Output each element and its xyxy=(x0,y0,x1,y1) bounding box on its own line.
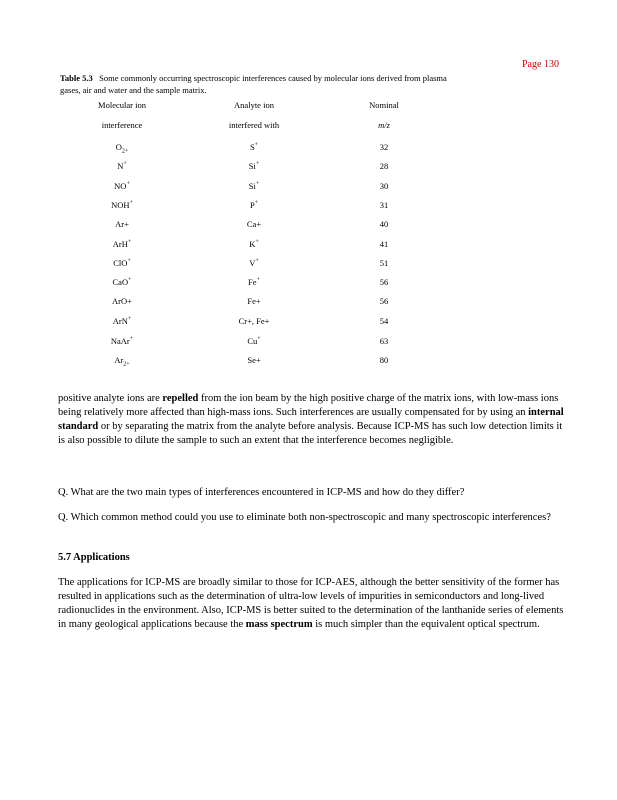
analyte-ion-cell: Cr+, Fe+ xyxy=(238,316,270,326)
molecular-ion-cell: NOH+ xyxy=(111,200,133,210)
term-mass-spectrum: mass spectrum xyxy=(245,619,313,630)
header-molecular-ion: Molecular ion xyxy=(98,100,146,110)
question-2: Q. Which common method could you use to eliminate both non-spectroscopic and many spectroscopic interferences? xyxy=(58,512,551,523)
mz-cell: 63 xyxy=(379,336,389,346)
molecular-ion-cell: $Ar_{2+}$ xyxy=(114,355,130,368)
analyte-ion-cell: Cu+ xyxy=(247,336,261,346)
mz-cell: 41 xyxy=(379,239,389,249)
molecular-ion-cell: NaAr+ xyxy=(110,336,134,346)
header-mz: m/z xyxy=(378,120,390,130)
mz-cell: 28 xyxy=(379,161,389,171)
table-caption xyxy=(60,72,460,96)
table-caption-text: Some commonly occurring spectroscopic interferences caused by molecular ions derived from plasma gases, air and water and the sample matrix. xyxy=(60,73,447,95)
table-caption-label: Table 5.3 xyxy=(60,73,93,83)
paragraph-applications xyxy=(58,576,566,632)
section-heading: 5.7 Applications xyxy=(58,552,130,563)
analyte-ion-cell: K+ xyxy=(249,239,259,249)
molecular-ion-cell: ArH+ xyxy=(112,239,132,249)
paragraph-text: from the ion beam by the high positive charge of the matrix ions, with low-mass ions being relatively more affected than high-mass ions. Such interferences are usually compensated for by using an xyxy=(58,393,559,418)
term-repelled: repelled xyxy=(162,393,199,404)
paragraph-text: The applications for ICP-MS are broadly similar to those for ICP-AES, although the better sensitivity of the former has resulted in applications such as the determination of ultra-low levels of impurities in semiconductors and long-lived radionuclides in the environment. Also, ICP-MS is better suited to the determination of the lanthanide series of elements in many geological applications because the xyxy=(58,577,564,630)
question-1: Q. What are the two main types of interferences encountered in ICP-MS and how do they differ? xyxy=(58,487,465,498)
mz-cell: 30 xyxy=(379,181,389,191)
mz-cell: 51 xyxy=(379,258,389,268)
molecular-ion-cell: NO+ xyxy=(114,181,130,191)
paragraph-text: or by separating the matrix from the analyte before analysis. Because ICP-MS has such low detection limits it is also possible to dilute the sample to such an extent that the interference becomes negligible. xyxy=(58,421,563,446)
analyte-ion-cell: Fe+ xyxy=(247,296,261,306)
paragraph-interferences xyxy=(58,392,566,448)
analyte-ion-cell: Si+ xyxy=(248,161,260,171)
paragraph-text: positive analyte ions are xyxy=(58,393,163,404)
molecular-ion-cell: ClO+ xyxy=(113,258,131,268)
header-interference: interference xyxy=(101,120,143,130)
analyte-ion-cell: Si+ xyxy=(248,181,260,191)
analyte-ion-cell: Se+ xyxy=(247,355,261,365)
molecular-ion-cell: Ar+ xyxy=(115,219,129,229)
header-nominal: Nominal xyxy=(369,100,399,110)
mz-cell: 80 xyxy=(379,355,389,365)
paragraph-text: is much simpler than the equivalent optical spectrum. xyxy=(312,619,540,630)
page-number: Page 130 xyxy=(522,59,559,70)
mz-cell: 54 xyxy=(379,316,389,326)
analyte-ion-cell: Ca+ xyxy=(246,219,262,229)
molecular-ion-cell: $O_{2+}$ xyxy=(115,142,129,155)
analyte-ion-cell: Fe+ xyxy=(248,277,260,287)
molecular-ion-cell: ArO+ xyxy=(112,296,132,306)
analyte-ion-cell: S+ xyxy=(249,142,259,152)
mz-cell: 56 xyxy=(379,277,389,287)
molecular-ion-cell: N+ xyxy=(117,161,127,171)
mz-cell: 31 xyxy=(379,200,389,210)
term-internal-standard: internal standard xyxy=(58,407,564,432)
mz-cell: 56 xyxy=(379,296,389,306)
mz-cell: 40 xyxy=(379,219,389,229)
analyte-ion-cell: V+ xyxy=(249,258,259,268)
analyte-ion-cell: P+ xyxy=(249,200,259,210)
header-analyte-ion: Analyte ion xyxy=(234,100,274,110)
header-interfered-with: interfered with xyxy=(228,120,280,130)
molecular-ion-cell: ArN+ xyxy=(112,316,132,326)
molecular-ion-cell: CaO+ xyxy=(112,277,132,287)
mz-cell: 32 xyxy=(379,142,389,152)
